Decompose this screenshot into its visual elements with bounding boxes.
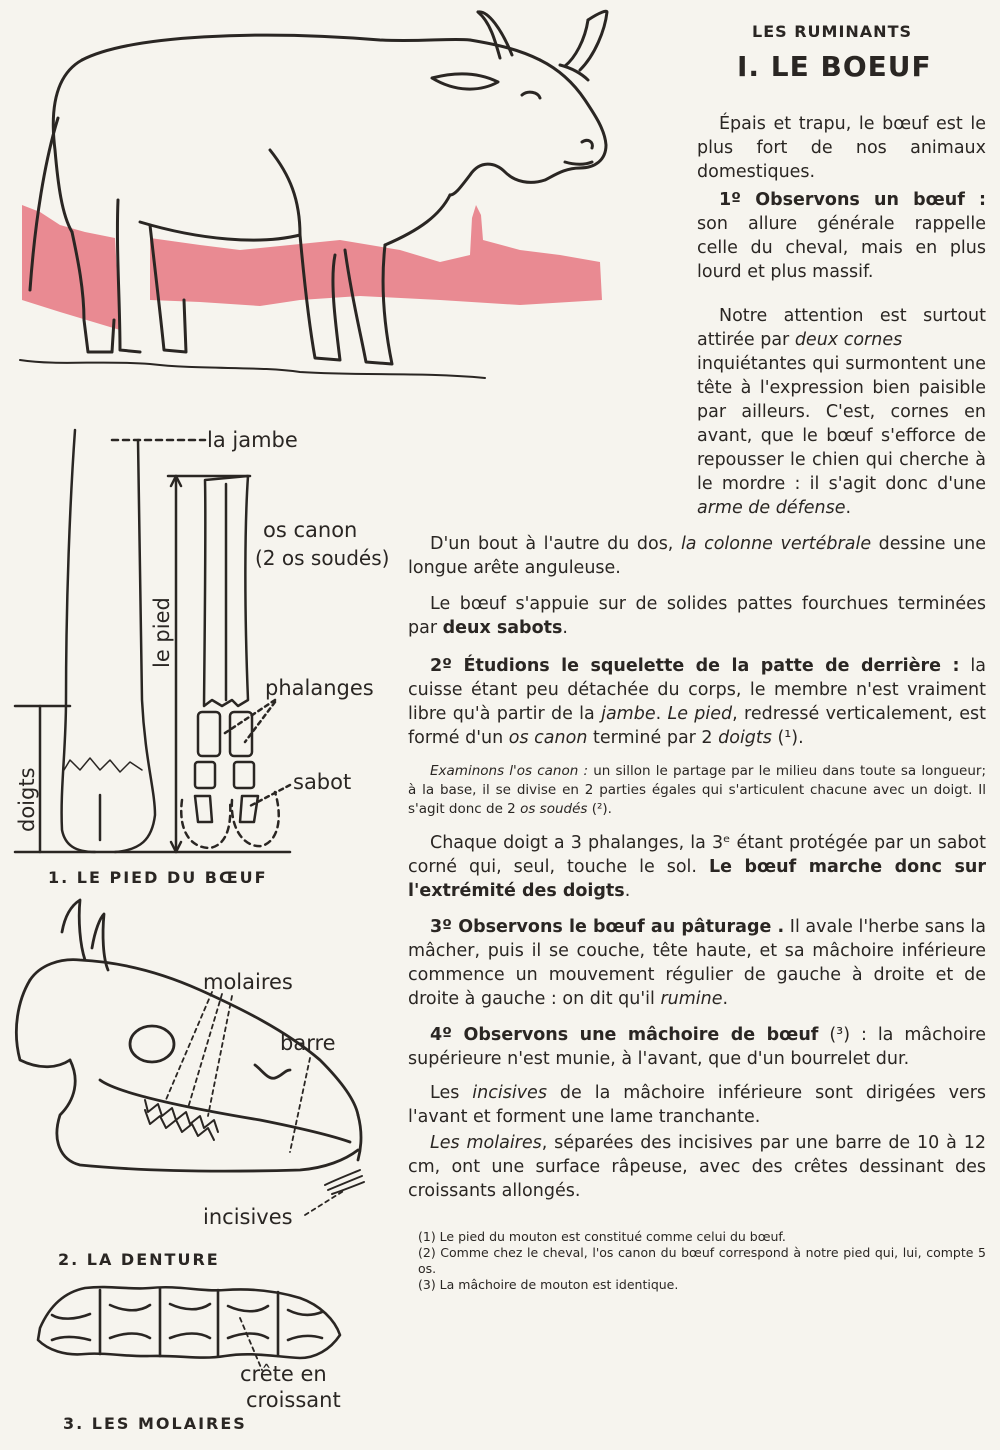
label-sabot: sabot [293,770,352,794]
attention-italic-2: arme de défense [697,498,846,518]
phalanges-paragraph [408,831,986,903]
dos-text-1: D'un bout à l'autre du dos, [430,534,681,554]
attention-text-2: inquiétantes qui surmontent une tête à l'expression bien paisible par ailleurs. C'est, cornes en avant, que le bœuf s'efforce de repousser le chien qui cherche à le mordre : il s'agit donc d'une [697,354,986,494]
section1-text: son allure générale rappelle celle du cheval, mais en plus lourd et plus massif. [697,214,986,282]
examinons-italic-1: Examinons l'os canon : [430,763,589,779]
label-molaires: molaires [203,970,293,994]
section2-paragraph [408,654,986,750]
caption-la-denture: 2. LA DENTURE [58,1250,220,1269]
section2-italic-1: jambe [601,704,656,724]
pattes-paragraph [408,592,986,640]
caption-les-molaires: 3. LES MOLAIRES [63,1414,247,1433]
section3-italic: rumine [660,989,723,1009]
molaires-text-1: , séparées des incisives par une barre de 10 à 12 cm, ont une surface râpeuse, avec des crêtes dessinant des croissants allongés. [408,1133,986,1201]
section2-text-3: , redressé verticalement, est formé d'un [408,704,986,748]
attention-text-1: Notre attention est surtout attirée par [697,306,986,350]
dos-paragraph [408,532,986,580]
section2-heading: 2º Étudions le squelette de la patte de derrière : [430,656,960,676]
label-crete-en: crête en [240,1362,327,1386]
text-column-top [697,112,986,284]
section1-heading: 1º Observons un bœuf : [719,190,986,210]
section3-paragraph [408,915,986,1011]
pattes-text-2: . [562,618,568,638]
text-column-main [408,352,986,1293]
pattes-text-1: Le bœuf s'appuie sur de solides pattes fourchues terminées par [408,594,986,638]
page-title: I. LE BOEUF [737,50,932,83]
incisives-italic: incisives [472,1083,547,1103]
footnote-1: (1) Le pied du mouton est constitué comme celui du bœuf. [418,1229,786,1244]
footnotes [408,1229,986,1293]
section4-paragraph [408,1023,986,1071]
phalanges-text-2: . [624,881,631,901]
label-incisives: incisives [203,1205,293,1229]
attention-italic-1: deux cornes [794,330,903,350]
section2-italic-3: os canon [508,728,588,748]
section1-paragraph [697,188,986,284]
label-le-pied: le pied [150,597,174,668]
phalanges-bold: Le bœuf marche donc sur l'extrémité des doigts [408,857,986,901]
attention-text-3: . [845,498,852,518]
pattes-bold: deux sabots [442,618,563,638]
dos-italic: la colonne vertébrale [680,534,872,554]
section2-text-4: terminé par 2 [587,728,719,748]
attention-continuation [408,352,986,520]
caption-pied-du-boeuf: 1. LE PIED DU BŒUF [48,868,268,887]
section4-heading: 4º Observons une mâchoire de bœuf [430,1025,819,1045]
skull-drawing [16,900,364,1215]
section2-italic-2: Le pied [667,704,733,724]
footnote-2: (2) Comme chez le cheval, l'os canon du bœuf correspond à notre pied qui, lui, compte 5 os. [418,1245,986,1276]
section2-italic-4: doigts [718,728,772,748]
molaires-paragraph [408,1131,986,1203]
page-kicker: LES RUMINANTS [752,22,913,41]
section2-text-5: (¹). [771,728,804,748]
section2-text-2: . [655,704,668,724]
section3-heading: 3º Observons le bœuf au pâturage . [430,917,785,937]
examinons-text-2: (²). [587,801,612,817]
section2-text-1: la cuisse étant peu détachée du corps, le membre n'est vraiment libre qu'à partir de la [408,656,986,724]
label-os-soudes: (2 os soudés) [255,546,390,570]
label-phalanges: phalanges [265,676,374,700]
label-os-canon: os canon [263,518,358,542]
molaires-italic: Les molaires [430,1133,542,1153]
examinons-italic-2: os soudés [520,801,588,817]
intro-paragraph: Épais et trapu, le bœuf est le plus fort de nos animaux domestiques. [697,114,986,182]
label-barre: barre [280,1031,336,1055]
pink-landscape [22,205,602,330]
section4-text-1: (³) : la mâchoire supérieure n'est munie, à l'avant, que d'un bourrelet dur. [408,1025,986,1069]
examinons-text-1: un sillon le partage par le milieu dans toute sa longueur; à la base, il se divise en 2 parties égales qui s'articulent chacune avec un doigt. Il s'agit donc de 2 [408,763,986,817]
examinons-paragraph [408,762,986,819]
incisives-text-2: de la mâchoire inférieure sont dirigées vers l'avant et forment une lame tranchante. [408,1083,987,1127]
section3-text-1: Il avale l'herbe sans la mâcher, puis il se couche, tête haute, et sa mâchoire inférieure commence un mouvement régulier de gauche à droite et de droite à gauche : on dit qu'il [408,917,986,1009]
molars-drawing [38,1287,340,1370]
footnote-3: (3) La mâchoire de mouton est identique. [418,1277,679,1292]
label-doigts: doigts [15,767,39,832]
section3-text-2: . [722,989,729,1009]
phalanges-text-1: Chaque doigt a 3 phalanges, la 3ᵉ étant protégée par un sabot corné qui, seul, touche le sol. [408,833,986,877]
label-la-jambe: la jambe [207,428,298,452]
dos-text-2: dessine une longue arête anguleuse. [408,534,986,578]
label-croissant: croissant [246,1388,341,1412]
incisives-text-1: Les [430,1083,473,1103]
incisives-paragraph [408,1081,986,1129]
attention-paragraph-start [697,304,986,352]
